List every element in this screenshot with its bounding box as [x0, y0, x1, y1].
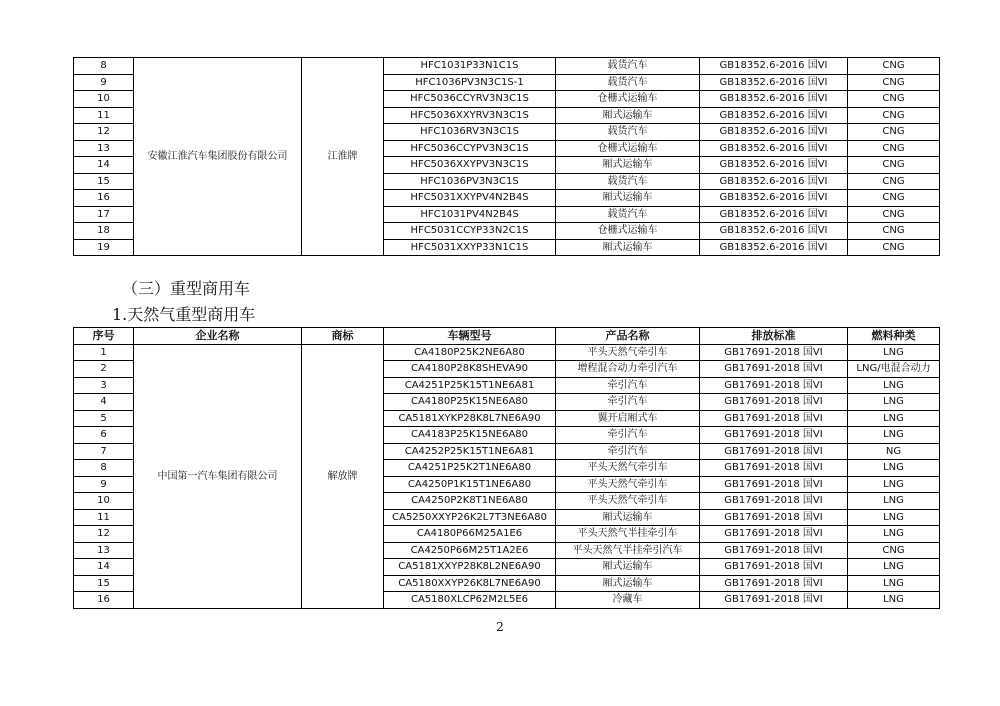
emission-standard: GB17691-2018 国VI	[700, 427, 848, 444]
table-row	[74, 58, 940, 75]
fuel-type: CNG	[848, 223, 940, 240]
emission-standard: GB18352.6-2016 国VI	[700, 157, 848, 174]
row-number: 2	[74, 361, 134, 378]
row-number: 14	[74, 559, 134, 576]
vehicle-model: CA5180XLCP62M2L5E6	[384, 592, 556, 609]
row-number: 6	[74, 427, 134, 444]
brand-name: 江淮牌	[302, 58, 384, 256]
emission-standard: GB18352.6-2016 国VI	[700, 124, 848, 141]
emission-standard: GB18352.6-2016 国VI	[700, 107, 848, 124]
product-name: 载货汽车	[556, 58, 700, 75]
fuel-type: CNG	[848, 58, 940, 75]
table1-body	[74, 58, 940, 256]
header-company: 企业名称	[134, 328, 302, 345]
product-name: 增程混合动力牵引汽车	[556, 361, 700, 378]
vehicle-model: HFC5036XXYPV3N3C1S	[384, 157, 556, 174]
table-header-row	[74, 328, 940, 345]
row-number: 19	[74, 239, 134, 256]
product-name: 仓栅式运输车	[556, 223, 700, 240]
fuel-type: LNG	[848, 575, 940, 592]
fuel-type: CNG	[848, 91, 940, 108]
vehicle-model: CA4180P25K15NE6A80	[384, 394, 556, 411]
emission-standard: GB17691-2018 国VI	[700, 526, 848, 543]
product-name: 牵引汽车	[556, 377, 700, 394]
product-name: 平头天然气半挂牵引汽车	[556, 542, 700, 559]
row-number: 5	[74, 410, 134, 427]
vehicle-model: CA4251P25K15T1NE6A81	[384, 377, 556, 394]
vehicle-model: CA4180P66M25A1E6	[384, 526, 556, 543]
vehicle-model: HFC1036PV3N3C1S-1	[384, 74, 556, 91]
fuel-type: NG	[848, 443, 940, 460]
product-name: 载货汽车	[556, 74, 700, 91]
fuel-type: LNG	[848, 427, 940, 444]
vehicle-model: HFC1031PV4N2B4S	[384, 206, 556, 223]
vehicle-model: HFC5036CCYPV3N3C1S	[384, 140, 556, 157]
fuel-type: LNG	[848, 493, 940, 510]
fuel-type: LNG	[848, 592, 940, 609]
emission-standard: GB18352.6-2016 国VI	[700, 58, 848, 75]
vehicle-model: HFC5031CCYP33N2C1S	[384, 223, 556, 240]
product-name: 平头天然气牵引车	[556, 493, 700, 510]
table-row	[74, 344, 940, 361]
row-number: 11	[74, 107, 134, 124]
vehicle-model: HFC1036PV3N3C1S	[384, 173, 556, 190]
product-name: 平头天然气牵引车	[556, 460, 700, 477]
subsection-heading: 1.天然气重型商用车	[112, 305, 256, 324]
product-name: 牵引汽车	[556, 394, 700, 411]
fuel-type: LNG	[848, 476, 940, 493]
row-number: 16	[74, 190, 134, 207]
emission-standard: GB18352.6-2016 国VI	[700, 206, 848, 223]
product-name: 仓栅式运输车	[556, 91, 700, 108]
emission-standard: GB17691-2018 国VI	[700, 394, 848, 411]
emission-standard: GB17691-2018 国VI	[700, 361, 848, 378]
row-number: 10	[74, 493, 134, 510]
row-number: 12	[74, 124, 134, 141]
header-model: 车辆型号	[384, 328, 556, 345]
header-no: 序号	[74, 328, 134, 345]
vehicle-model: CA4180P25K2NE6A80	[384, 344, 556, 361]
product-name: 载货汽车	[556, 124, 700, 141]
product-name: 厢式运输车	[556, 157, 700, 174]
row-number: 10	[74, 91, 134, 108]
row-number: 15	[74, 173, 134, 190]
product-name: 冷藏车	[556, 592, 700, 609]
emission-standard: GB17691-2018 国VI	[700, 559, 848, 576]
vehicle-model: CA4251P25K2T1NE6A80	[384, 460, 556, 477]
row-number: 16	[74, 592, 134, 609]
fuel-type: LNG	[848, 509, 940, 526]
fuel-type: CNG	[848, 157, 940, 174]
fuel-type: LNG	[848, 460, 940, 477]
product-name: 厢式运输车	[556, 575, 700, 592]
company-name: 安徽江淮汽车集团股份有限公司	[134, 58, 302, 256]
product-name: 仓栅式运输车	[556, 140, 700, 157]
vehicle-model: CA4250P1K15T1NE6A80	[384, 476, 556, 493]
row-number: 9	[74, 74, 134, 91]
brand-name: 解放牌	[302, 344, 384, 608]
natural-gas-heavy-vehicle-table	[73, 327, 940, 609]
fuel-type: CNG	[848, 542, 940, 559]
vehicle-model: HFC1031P33N1C1S	[384, 58, 556, 75]
row-number: 14	[74, 157, 134, 174]
fuel-type: CNG	[848, 140, 940, 157]
product-name: 厢式运输车	[556, 107, 700, 124]
fuel-type: CNG	[848, 124, 940, 141]
header-fuel: 燃料种类	[848, 328, 940, 345]
emission-standard: GB17691-2018 国VI	[700, 592, 848, 609]
product-name: 厢式运输车	[556, 509, 700, 526]
fuel-type: LNG	[848, 377, 940, 394]
product-name: 载货汽车	[556, 173, 700, 190]
vehicle-model: CA4250P2K8T1NE6A80	[384, 493, 556, 510]
fuel-type: CNG	[848, 74, 940, 91]
company-name: 中国第一汽车集团有限公司	[134, 344, 302, 608]
row-number: 13	[74, 542, 134, 559]
product-name: 平头天然气牵引车	[556, 344, 700, 361]
emission-standard: GB17691-2018 国VI	[700, 460, 848, 477]
emission-standard: GB17691-2018 国VI	[700, 377, 848, 394]
vehicle-model: CA4183P25K15NE6A80	[384, 427, 556, 444]
vehicle-model: CA4180P28K8SHEVA90	[384, 361, 556, 378]
emission-standard: GB17691-2018 国VI	[700, 344, 848, 361]
fuel-type: LNG	[848, 410, 940, 427]
fuel-type: LNG	[848, 344, 940, 361]
section-heading: （三）重型商用车	[122, 279, 251, 298]
page-number: 2	[496, 620, 504, 634]
fuel-type: LNG	[848, 526, 940, 543]
vehicle-model: CA5250XXYP26K2L7T3NE6A80	[384, 509, 556, 526]
vehicle-model: CA5181XXYP28K8L2NE6A90	[384, 559, 556, 576]
emission-standard: GB18352.6-2016 国VI	[700, 140, 848, 157]
row-number: 8	[74, 460, 134, 477]
emission-standard: GB17691-2018 国VI	[700, 476, 848, 493]
emission-standard: GB18352.6-2016 国VI	[700, 74, 848, 91]
header-brand: 商标	[302, 328, 384, 345]
product-name: 平头天然气半挂牵引车	[556, 526, 700, 543]
product-name: 平头天然气牵引车	[556, 476, 700, 493]
row-number: 1	[74, 344, 134, 361]
table2-body	[74, 344, 940, 608]
product-name: 载货汽车	[556, 206, 700, 223]
product-name: 翼开启厢式车	[556, 410, 700, 427]
header-standard: 排放标准	[700, 328, 848, 345]
emission-standard: GB17691-2018 国VI	[700, 575, 848, 592]
row-number: 12	[74, 526, 134, 543]
emission-standard: GB17691-2018 国VI	[700, 542, 848, 559]
row-number: 13	[74, 140, 134, 157]
product-name: 厢式运输车	[556, 190, 700, 207]
fuel-type: LNG	[848, 394, 940, 411]
row-number: 8	[74, 58, 134, 75]
fuel-type: CNG	[848, 107, 940, 124]
vehicle-model: HFC5031XXYP33N1C1S	[384, 239, 556, 256]
emission-standard: GB17691-2018 国VI	[700, 443, 848, 460]
emission-standard: GB18352.6-2016 国VI	[700, 190, 848, 207]
emission-standard: GB18352.6-2016 国VI	[700, 239, 848, 256]
row-number: 4	[74, 394, 134, 411]
fuel-type: CNG	[848, 206, 940, 223]
vehicle-model: HFC5031XXYPV4N2B4S	[384, 190, 556, 207]
row-number: 11	[74, 509, 134, 526]
row-number: 9	[74, 476, 134, 493]
vehicle-model: HFC5036CCYRV3N3C1S	[384, 91, 556, 108]
vehicle-table-continued	[73, 57, 940, 256]
fuel-type: CNG	[848, 190, 940, 207]
emission-standard: GB17691-2018 国VI	[700, 493, 848, 510]
fuel-type: CNG	[848, 239, 940, 256]
row-number: 15	[74, 575, 134, 592]
header-product: 产品名称	[556, 328, 700, 345]
product-name: 牵引汽车	[556, 427, 700, 444]
row-number: 3	[74, 377, 134, 394]
emission-standard: GB18352.6-2016 国VI	[700, 91, 848, 108]
row-number: 17	[74, 206, 134, 223]
emission-standard: GB17691-2018 国VI	[700, 509, 848, 526]
product-name: 牵引汽车	[556, 443, 700, 460]
emission-standard: GB17691-2018 国VI	[700, 410, 848, 427]
row-number: 18	[74, 223, 134, 240]
vehicle-model: CA5180XXYP26K8L7NE6A90	[384, 575, 556, 592]
product-name: 厢式运输车	[556, 559, 700, 576]
emission-standard: GB18352.6-2016 国VI	[700, 173, 848, 190]
row-number: 7	[74, 443, 134, 460]
fuel-type: LNG/电混合动力	[848, 361, 940, 378]
fuel-type: LNG	[848, 559, 940, 576]
vehicle-model: CA5181XYKP28K8L7NE6A90	[384, 410, 556, 427]
emission-standard: GB18352.6-2016 国VI	[700, 223, 848, 240]
product-name: 厢式运输车	[556, 239, 700, 256]
fuel-type: CNG	[848, 173, 940, 190]
vehicle-model: HFC5036XXYRV3N3C1S	[384, 107, 556, 124]
vehicle-model: CA4252P25K15T1NE6A81	[384, 443, 556, 460]
vehicle-model: HFC1036RV3N3C1S	[384, 124, 556, 141]
vehicle-model: CA4250P66M25T1A2E6	[384, 542, 556, 559]
